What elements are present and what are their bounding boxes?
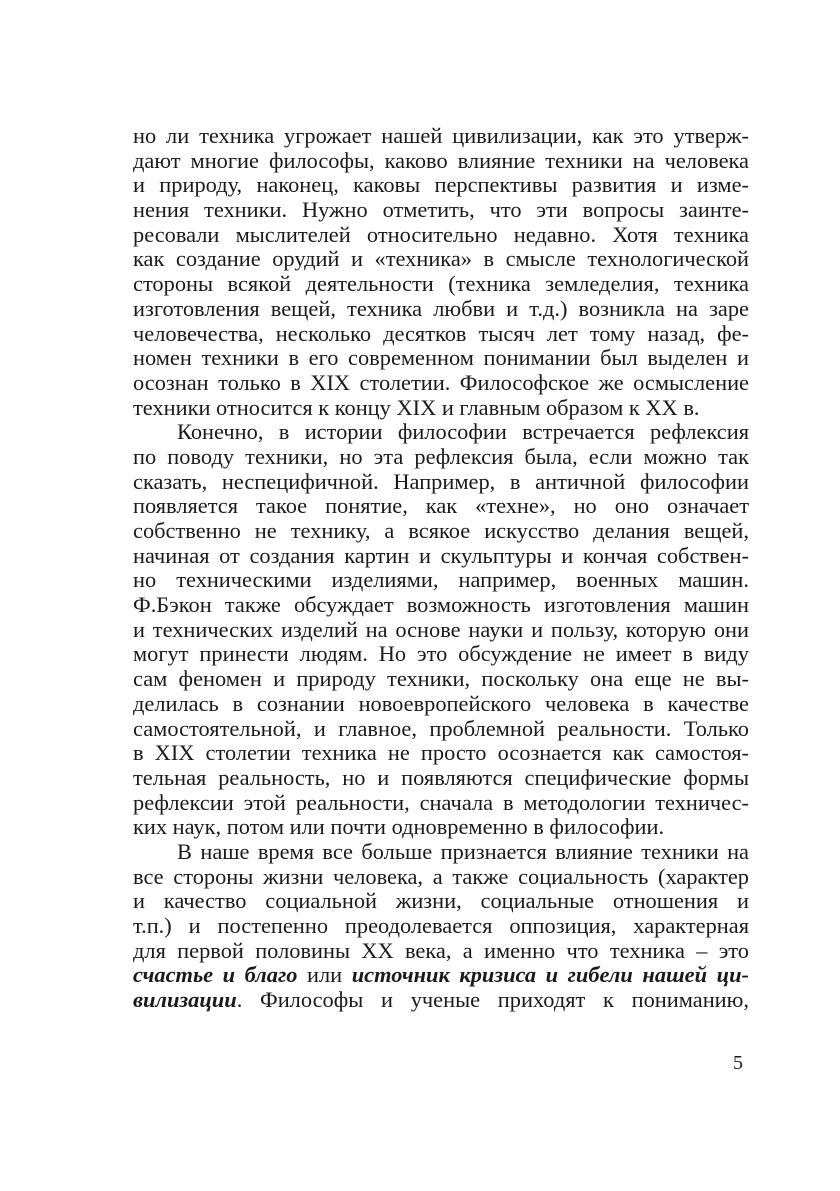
text-line: в XIX столетии техника не просто осознается как самостоя-	[133, 740, 749, 766]
text-line: сказать, неспецифичной. Например, в античной философии	[133, 468, 749, 494]
text-line: осознан только в XIX столетии. Философское же осмысление	[133, 369, 749, 395]
text-line: изготовления вещей, техника любви и т.д.) возникла на заре	[133, 295, 749, 321]
text-line: Ф.Бэкон также обсуждает возможность изготовления машин	[133, 592, 749, 618]
text-line: ресовали мыслителей относительно недавно. Хотя техника	[133, 221, 749, 247]
paragraph-3	[133, 840, 749, 1013]
text-line: рефлексии этой реальности, сначала в методологии техничес-	[133, 789, 749, 815]
text-line: начиная от создания картин и скульптуры и кончая собствен-	[133, 542, 749, 568]
text-line: могут принести людям. Но это обсуждение не имеет в виду	[133, 641, 749, 667]
text-line: по поводу техники, но эта рефлексия была, если можно так	[133, 443, 749, 469]
text-line: все стороны жизни человека, а также социальность (характер	[133, 863, 749, 889]
text-line: тельная реальность, но и появляются специфические формы	[133, 764, 749, 790]
text-line: нения техники. Нужно отметить, что эти вопросы заинте-	[133, 197, 749, 223]
text-line: самостоятельной, и главное, проблемной реальности. Только	[133, 715, 749, 741]
text-line: появляется такое понятие, как «техне», но оно означает	[133, 493, 749, 519]
emphasis-happiness-and-good: счастье и благо	[133, 962, 298, 988]
text-line: техники относится к концу XIX и главным образом к XX в.	[133, 394, 700, 420]
text-line: Конечно, в истории философии встречается рефлексия	[177, 419, 749, 445]
text-line: собственно не технику, а всякое искусство делания вещей,	[133, 518, 749, 543]
emphasis-source-of-crisis: источник кризиса и гибели нашей ци-	[351, 962, 749, 988]
text-line: но техническими изделиями, например, военных машин.	[133, 567, 749, 593]
body-text	[133, 124, 749, 1013]
text-line: дают многие философы, каково влияние техники на человека	[133, 147, 749, 173]
text-line: и технических изделий на основе науки и пользу, которую они	[133, 616, 749, 642]
text-line: В наше время все больше признается влияние техники на	[177, 838, 749, 864]
text-line: как создание орудий и «техника» в смысле технологической	[133, 246, 749, 272]
text-line-with-emphasis	[133, 988, 749, 1013]
text-line: ких наук, потом или почти одновременно в философии.	[133, 814, 665, 840]
emphasis-civilization: вилизации	[133, 987, 237, 1013]
text-line: и качество социальной жизни, социальные отношения и	[133, 888, 749, 914]
text-line: человечества, несколько десятков тысяч лет тому назад, фе-	[133, 320, 749, 346]
text-line: и природу, наконец, каковы перспективы развития и изме-	[133, 172, 749, 198]
text-line: сам феномен и природу техники, поскольку она еще не вы-	[133, 666, 749, 692]
paragraph-2	[133, 420, 749, 840]
text-line: для первой половины XX века, а именно что техника – это	[133, 937, 749, 963]
text-line-with-emphasis	[133, 963, 749, 988]
paragraph-1	[133, 124, 749, 420]
text-fragment: . Философы и ученые приходят к пониманию,	[236, 987, 749, 1013]
page-number: 5	[733, 1052, 743, 1074]
text-line: т.п.) и постепенно преодолевается оппозиция, характерная	[133, 913, 749, 938]
text-line: номен техники в его современном понимании был выделен и	[133, 345, 749, 371]
text-fragment: или	[297, 962, 352, 988]
text-line: но ли техника угрожает нашей цивилизации, как это утверж-	[133, 123, 749, 148]
text-line: стороны всякой деятельности (техника земледелия, техника	[133, 271, 749, 297]
text-line: делилась в сознании новоевропейского человека в качестве	[133, 690, 749, 716]
